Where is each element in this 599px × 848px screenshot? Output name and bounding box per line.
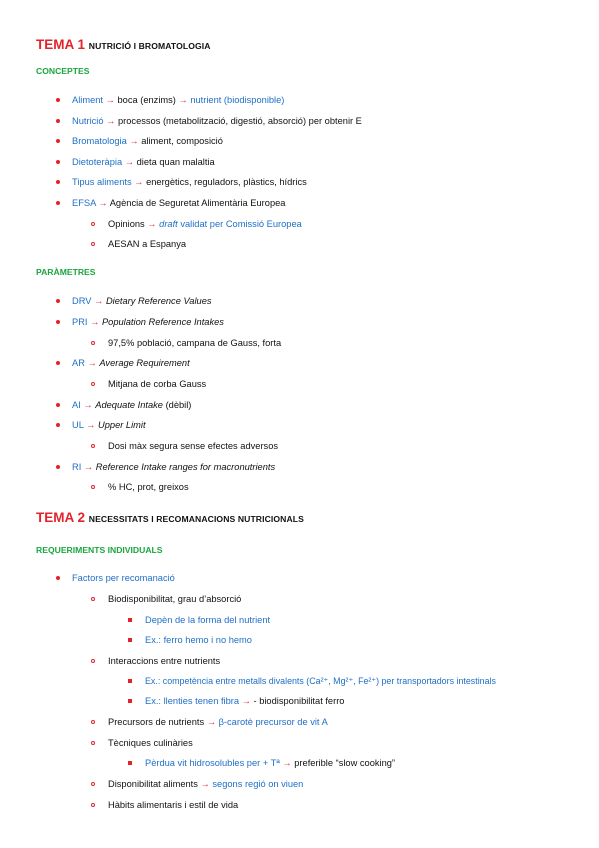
circle-bullet-icon	[91, 659, 95, 663]
circle-bullet-icon	[91, 444, 95, 448]
term: Bromatologia	[72, 136, 127, 146]
term: AI	[72, 400, 81, 410]
sub-item-ul: Dosi màx segura sense efectes adversos	[108, 441, 279, 451]
list-item-dietoterapia	[72, 156, 215, 168]
list-item-factors: Factors per recomanació	[72, 573, 175, 583]
arrow-icon: →	[84, 358, 100, 368]
bullet-icon	[56, 160, 60, 164]
arrow-icon: →	[81, 462, 96, 472]
item-tail: segons regió on viuen	[209, 779, 304, 789]
sub-item-ar: Mitjana de corba Gauss	[108, 379, 207, 389]
list-item-nutricio	[72, 115, 362, 127]
subsub-item-ferro: Ex.: ferro hemo i no hemo	[145, 635, 252, 645]
list-item-bromatologia	[72, 135, 223, 147]
square-bullet-icon	[128, 618, 132, 622]
sub-item-opinions	[108, 218, 302, 230]
term: UL	[72, 420, 84, 430]
item-text: processos (metabolització, digestió, absorció) per obtenir E	[117, 116, 362, 126]
item-text: Adequate Intake	[95, 400, 163, 410]
circle-bullet-icon	[91, 222, 95, 226]
circle-bullet-icon	[91, 741, 95, 745]
bullet-icon	[56, 423, 60, 427]
tema1-number: TEMA 1	[36, 37, 86, 52]
item-tail: preferible “slow cooking”	[291, 758, 396, 768]
subsub-item-competencia: Ex.: competència entre metalls divalents (Ca²⁺, Mg²⁺, Fe²⁺) per transportadors intestinals	[145, 676, 496, 686]
item-text: energètics, reguladors, plàstics, hídrics	[146, 177, 307, 187]
item-text: Average Requirement	[99, 358, 190, 368]
tema1-title: NUTRICIÓ I BROMATOLOGIA	[88, 41, 211, 51]
item-text: Dietary Reference Values	[105, 296, 212, 306]
subsub-item-llenties	[145, 695, 344, 707]
arrow-icon: →	[241, 696, 251, 706]
term: RI	[72, 462, 82, 472]
tema2-heading	[36, 510, 304, 527]
subsub-item-perdua	[145, 757, 395, 769]
list-item-ar	[72, 357, 190, 369]
sub-item-pri: 97,5% població, campana de Gauss, forta	[108, 338, 282, 348]
bullet-icon	[56, 361, 60, 365]
circle-bullet-icon	[91, 720, 95, 724]
arrow-icon: →	[131, 177, 147, 187]
term: PRI	[72, 317, 88, 327]
item-tail: nutrient (biodisponible)	[187, 95, 285, 105]
bullet-icon	[56, 139, 60, 143]
circle-bullet-icon	[91, 485, 95, 489]
item-text: Pèrdua vit hidrosolubles per + Tª	[145, 758, 283, 768]
arrow-icon: →	[126, 136, 142, 146]
term: Nutrició	[72, 116, 104, 126]
term: Tipus aliments	[72, 177, 132, 187]
arrow-icon: →	[206, 717, 216, 727]
item-text: Upper Limit	[98, 420, 146, 430]
tema1-heading	[36, 37, 211, 54]
arrow-icon: →	[103, 116, 118, 126]
sub-item-interaccions: Interaccions entre nutrients	[108, 656, 221, 666]
list-item-tipus-aliments	[72, 176, 307, 188]
sub-item-habits: Hàbits alimentaris i estil de vida	[108, 800, 239, 810]
square-bullet-icon	[128, 679, 132, 683]
bullet-icon	[56, 403, 60, 407]
circle-bullet-icon	[91, 597, 95, 601]
circle-bullet-icon	[91, 782, 95, 786]
arrow-icon: →	[178, 95, 188, 105]
item-tail: β-carotè precursor de vit A	[216, 717, 328, 727]
bullet-icon	[56, 576, 60, 580]
sub-item-aesan: AESAN a Espanya	[108, 239, 187, 249]
item-text: Disponibilitat aliments	[108, 779, 201, 789]
list-item-aliment	[72, 94, 284, 106]
bullet-icon	[56, 180, 60, 184]
item-text: Opinions	[108, 219, 148, 229]
square-bullet-icon	[128, 699, 132, 703]
sub-item-disponibilitat	[108, 778, 303, 790]
bullet-icon	[56, 465, 60, 469]
sub-item-precursors	[108, 716, 328, 728]
circle-bullet-icon	[91, 341, 95, 345]
item-text: Reference Intake ranges for macronutrients	[95, 462, 276, 472]
item-tail: validat per Comissió Europea	[177, 219, 302, 229]
section-conceptes: CONCEPTES	[36, 66, 90, 76]
item-em: draft	[156, 219, 178, 229]
section-requeriments: REQUERIMENTS INDIVIDUALS	[36, 545, 163, 555]
item-text: boca (enzims)	[117, 95, 179, 105]
item-text: Agència de Seguretat Alimentària Europea	[109, 198, 286, 208]
arrow-icon: →	[122, 157, 137, 167]
list-item-ri	[72, 461, 275, 473]
term: EFSA	[72, 198, 96, 208]
list-item-ul	[72, 419, 146, 431]
sub-item-ri: % HC, prot, greixos	[108, 482, 189, 492]
item-text: aliment, composició	[141, 136, 223, 146]
term: AR	[72, 358, 85, 368]
arrow-icon: →	[95, 198, 110, 208]
item-text: Precursors de nutrients	[108, 717, 207, 727]
circle-bullet-icon	[91, 242, 95, 246]
arrow-icon: →	[83, 420, 99, 430]
term: Aliment	[72, 95, 104, 105]
arrow-icon: →	[282, 758, 292, 768]
arrow-icon: →	[147, 219, 157, 229]
bullet-icon	[56, 299, 60, 303]
term: Dietoteràpia	[72, 157, 123, 167]
arrow-icon: →	[80, 400, 96, 410]
arrow-icon: →	[87, 317, 102, 327]
list-item-efsa	[72, 197, 285, 209]
item-text: dieta quan malaltia	[136, 157, 215, 167]
term: DRV	[72, 296, 92, 306]
item-tail: - biodisponibilitat ferro	[250, 696, 345, 706]
item-text: Population Reference Intakes	[101, 317, 224, 327]
list-item-pri	[72, 316, 224, 328]
bullet-icon	[56, 320, 60, 324]
subsub-item-forma: Depèn de la forma del nutrient	[145, 615, 271, 625]
square-bullet-icon	[128, 761, 132, 765]
circle-bullet-icon	[91, 382, 95, 386]
list-item-drv	[72, 295, 212, 307]
bullet-icon	[56, 119, 60, 123]
square-bullet-icon	[128, 638, 132, 642]
tema2-title: NECESSITATS I RECOMANACIONS NUTRICIONALS	[88, 514, 304, 524]
bullet-icon	[56, 201, 60, 205]
arrow-icon: →	[200, 779, 210, 789]
arrow-icon: →	[91, 296, 106, 306]
item-text: Ex.: llenties tenen fibra	[145, 696, 242, 706]
sub-item-biodisponibilitat: Biodisponibilitat, grau d’absorció	[108, 594, 242, 604]
arrow-icon: →	[103, 95, 118, 105]
tema2-number: TEMA 2	[36, 510, 86, 525]
section-parametres: PARÀMETRES	[36, 267, 96, 277]
list-item-ai	[72, 399, 191, 411]
bullet-icon	[56, 98, 60, 102]
circle-bullet-icon	[91, 803, 95, 807]
sub-item-tecniques: Tècniques culinàries	[108, 738, 193, 748]
item-tail: (dèbil)	[162, 400, 192, 410]
